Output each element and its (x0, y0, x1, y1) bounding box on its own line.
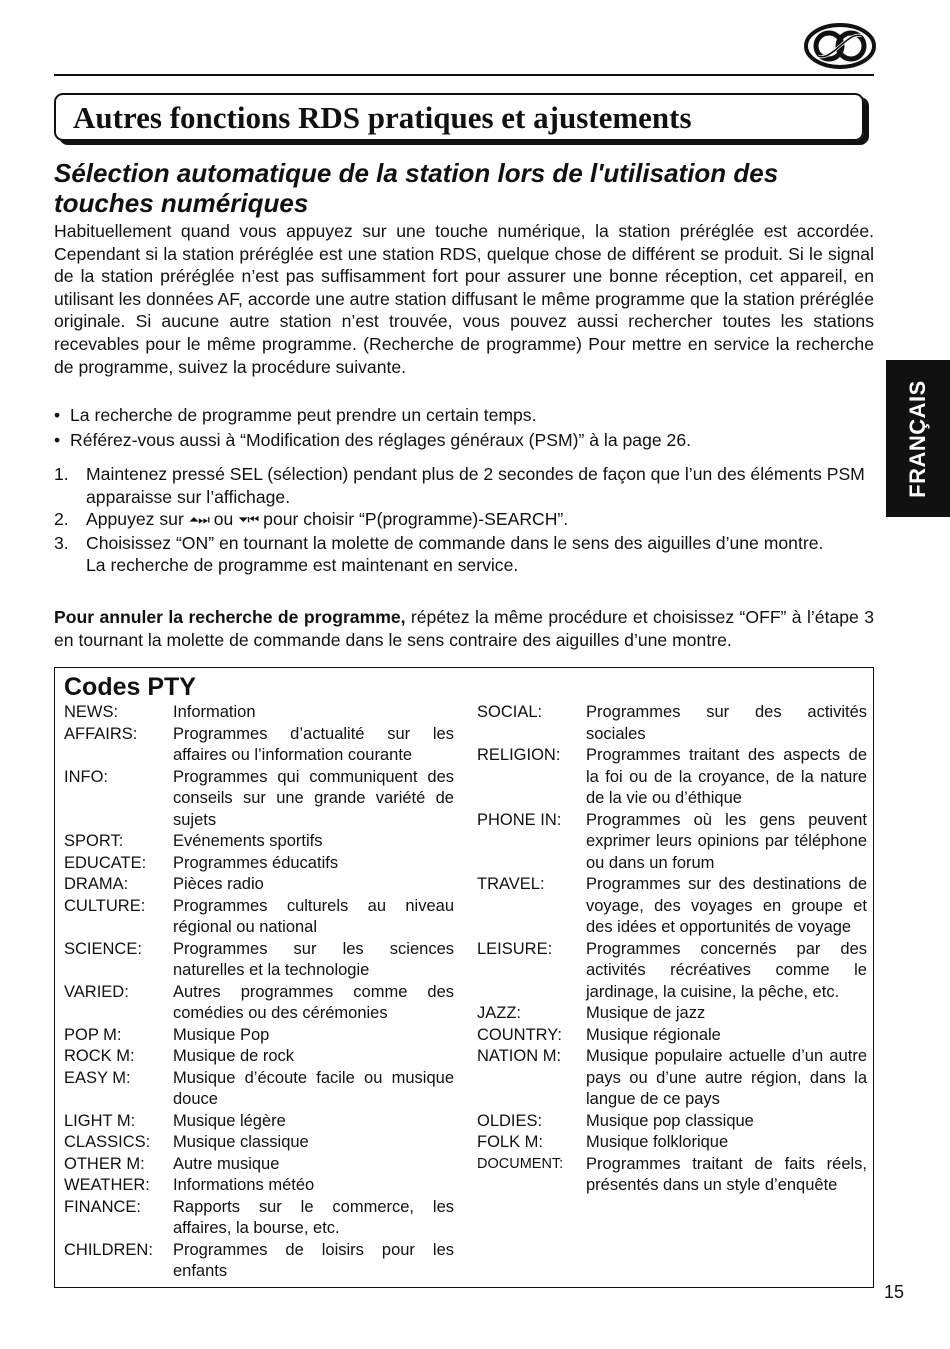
pty-description: Musique populaire actuelle d’un autre pays ou d’une autre région, dans la langue de ce pays (586, 1047, 867, 1108)
pty-right-column (477, 702, 867, 1197)
pty-description: Programmes culturels au niveau régional ou national (173, 896, 454, 936)
cancel-paragraph (54, 606, 874, 651)
pty-codes-box (54, 667, 874, 1288)
language-tab (886, 360, 950, 517)
jvc-disc-logo-icon (804, 22, 876, 70)
pty-code: NATION M: (477, 1047, 562, 1065)
pty-description: Programmes sur des activités sociales (586, 703, 867, 743)
pty-code: FOLK M: (477, 1133, 544, 1151)
pty-description: Programmes éducatifs (173, 853, 339, 872)
pty-row (64, 896, 454, 939)
pty-description: Musique légère (173, 1111, 286, 1130)
note-list (54, 403, 874, 453)
pty-row (477, 1025, 867, 1047)
pty-row (477, 1111, 867, 1133)
down-prev-arrow-icon: ⏷⏮ (238, 512, 259, 527)
pty-code: RELIGION: (477, 746, 561, 764)
pty-row (64, 982, 454, 1025)
pty-code: FINANCE: (64, 1197, 142, 1216)
language-tab-label: FRANÇAIS (905, 379, 930, 498)
step-item (54, 532, 874, 577)
pty-row (477, 1132, 867, 1154)
pty-description: Programmes d’actualité sur les affaires ou l’information courante (173, 724, 454, 764)
pty-row (477, 745, 867, 810)
pty-description: Musique de jazz (586, 1004, 706, 1022)
pty-row (477, 1003, 867, 1025)
pty-description: Rapports sur le commerce, les affaires, la bourse, etc. (173, 1197, 454, 1237)
step-item (54, 463, 874, 508)
pty-code: CULTURE: (64, 896, 146, 915)
pty-row (477, 702, 867, 745)
step-number: 3. (54, 532, 69, 553)
pty-code: POP M: (64, 1025, 122, 1044)
pty-code: AFFAIRS: (64, 724, 138, 743)
pty-code: PHONE IN: (477, 810, 562, 829)
header-rule (54, 74, 874, 76)
pty-row (64, 1240, 454, 1283)
up-next-arrow-icon: ⏶⏭ (188, 512, 209, 527)
pty-row (477, 939, 867, 1004)
pty-description: Pièces radio (173, 875, 264, 893)
step-text: Choisissez “ON” en tournant la molette de commande dans le sens des aiguilles d’une montre. (86, 532, 824, 553)
pty-code: NEWS: (64, 703, 119, 721)
pty-code: JAZZ: (477, 1004, 521, 1022)
note-item: • La recherche de programme peut prendre un certain temps. (54, 403, 874, 428)
pty-code: EDUCATE: (64, 853, 147, 872)
section-title: Sélection automatique de la station lors de l'utilisation des touches numériques (54, 158, 779, 218)
pty-row (64, 767, 454, 832)
pty-code: TRAVEL: (477, 875, 545, 893)
pty-row (64, 702, 454, 724)
pty-left-column (64, 702, 454, 1283)
intro-paragraph: Habituellement quand vous appuyez sur une touche numérique, la station préréglée est accordée. Cependant si la station préréglée est une station RDS, quelque chose de différent se produit. Si le signal de la station préréglée n’est pas suffisamment fort pour assurer une bonne réception, cet appareil, en utilisant les données AF, accorde une autre station diffusant le même programme que la station préréglée originale. Si aucune autre station n’est trouvée, vous pouvez aussi rechercher toutes les stations recevables pour le même programme. (Recherche de programme) Pour mettre en service la recherche de programme, suivez la procédure suivante. (54, 221, 874, 377)
cancel-text: répétez la même procédure et choisissez “OFF” à l’étape 3 en tournant la molette de commande dans le sens contraire des aiguilles d’une montre. (54, 607, 874, 650)
pty-code: CLASSICS: (64, 1133, 151, 1151)
pty-row (477, 1154, 867, 1197)
pty-description: Programmes concernés par des activités récréatives comme le jardinage, la cuisine, la pêche, etc. (586, 939, 867, 1001)
pty-row (64, 939, 454, 982)
pty-description: Programmes où les gens peuvent exprimer leurs opinions par téléphone ou dans un forum (586, 810, 867, 872)
note-item: • Référez-vous aussi à “Modification des réglages généraux (PSM)” à la page 26. (54, 428, 874, 453)
pty-row (477, 810, 867, 875)
pty-description: Musique pop classique (586, 1111, 754, 1130)
pty-description: Programmes de loisirs pour les enfants (173, 1240, 454, 1280)
pty-description: Musique folklorique (586, 1133, 729, 1151)
pty-description: Musique d’écoute facile ou musique douce (173, 1068, 454, 1108)
pty-row (64, 1132, 454, 1154)
pty-code: DRAMA: (64, 875, 129, 893)
pty-row (477, 874, 867, 939)
bullet-icon: • (54, 430, 61, 450)
pty-row (477, 1046, 867, 1111)
pty-code: SPORT: (64, 832, 124, 850)
pty-row (64, 1197, 454, 1240)
pty-code: DOCUMENT: (477, 1155, 564, 1172)
pty-row (64, 831, 454, 853)
step-text: Maintenez pressé SEL (sélection) pendant plus de 2 secondes de façon que l’un des éléments PSM apparaisse sur l’affichage. (86, 464, 865, 507)
page-title: Autres fonctions RDS pratiques et ajustements (73, 100, 692, 135)
pty-description: Musique régionale (586, 1025, 721, 1044)
step-note: La recherche de programme est maintenant en service. (86, 555, 519, 575)
pty-row (64, 1025, 454, 1047)
pty-row (64, 724, 454, 767)
pty-code: LIGHT M: (64, 1111, 136, 1130)
pty-code: SCIENCE: (64, 939, 142, 958)
pty-description: Evénements sportifs (173, 832, 323, 850)
pty-row (64, 853, 454, 875)
cancel-heading: Pour annuler la recherche de programme, (54, 607, 406, 627)
pty-description: Musique de rock (173, 1047, 295, 1065)
pty-description: Programmes qui communiquent des conseils sur une grande variété de sujets (173, 767, 454, 829)
page-title-box (54, 93, 864, 141)
pty-description: Autre musique (173, 1154, 280, 1173)
pty-description: Programmes traitant de faits réels, présentés dans un style d’enquête (586, 1154, 867, 1194)
pty-row (64, 1068, 454, 1111)
pty-code: WEATHER: (64, 1176, 150, 1194)
pty-description: Autres programmes comme des comédies ou des cérémonies (173, 982, 454, 1022)
step-number: 1. (54, 464, 69, 484)
pty-description: Programmes sur les sciences naturelles et la technologie (173, 939, 454, 979)
pty-code: ROCK M: (64, 1047, 135, 1065)
pty-code: COUNTRY: (477, 1025, 562, 1044)
pty-row (64, 1111, 454, 1133)
pty-description: Programmes sur des destinations de voyage, des voyages en groupe et des idées et opportunités de voyage (586, 875, 867, 936)
pty-row (64, 874, 454, 896)
pty-code: VARIED: (64, 982, 129, 1001)
page-number: 15 (884, 1282, 905, 1302)
pty-code: LEISURE: (477, 939, 553, 958)
pty-row (64, 1046, 454, 1068)
pty-row (64, 1175, 454, 1197)
bullet-icon: • (54, 405, 61, 425)
pty-code: OLDIES: (477, 1111, 543, 1130)
pty-title: Codes PTY (64, 673, 196, 701)
pty-description: Programmes traitant des aspects de la foi ou de la croyance, de la nature de la vie ou d’éthique (586, 746, 867, 807)
pty-code: SOCIAL: (477, 703, 543, 721)
pty-description: Information (173, 703, 256, 721)
pty-row (64, 1154, 454, 1176)
pty-code: EASY M: (64, 1068, 131, 1087)
step-number: 2. (54, 509, 69, 529)
pty-description: Informations météo (173, 1176, 315, 1194)
step-item: 2. Appuyez sur ⏶⏭ ou ⏷⏮ pour choisir “P(programme)-SEARCH”. (54, 509, 569, 529)
pty-description: Musique classique (173, 1133, 309, 1151)
step-list (54, 463, 874, 577)
pty-code: OTHER M: (64, 1154, 145, 1173)
pty-description: Musique Pop (173, 1025, 270, 1044)
pty-code: INFO: (64, 767, 108, 786)
pty-code: CHILDREN: (64, 1240, 153, 1259)
